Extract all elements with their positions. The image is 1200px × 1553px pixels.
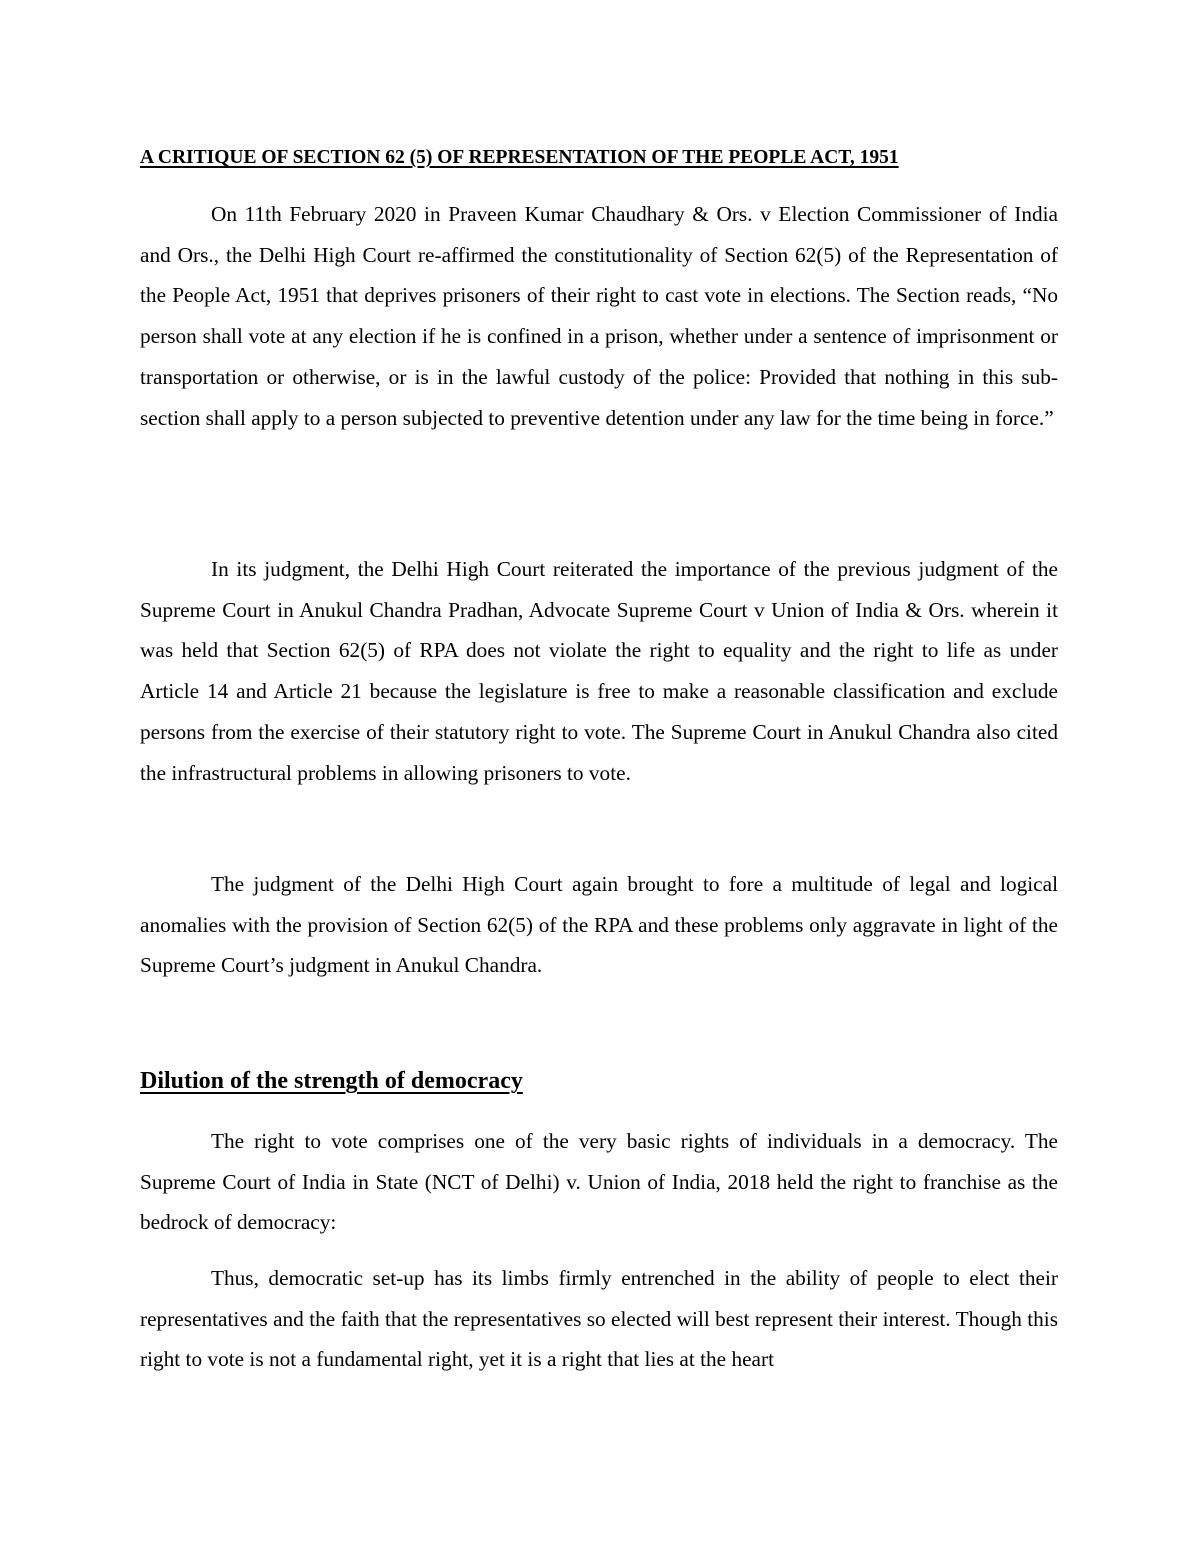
paragraph-legal-anomalies: The judgment of the Delhi High Court again brought to fore a multitude of legal and logical anomalies with the provision of Section 62(5) of the RPA and these problems only aggravate in light of the Supreme Court’s judgment in Anukul Chandra. bbox=[140, 872, 1058, 978]
paragraph-praveen-kumar-case: On 11th February 2020 in Praveen Kumar Chaudhary & Ors. v Election Commissioner of India and Ors., the Delhi High Court re-affirmed the constitutionality of Section 62(5) of the Representation of the People Act, 1951 that deprives prisoners of their right to cast vote in elections. The Section reads, “No person shall vote at any election if he is confined in a prison, whether under a sentence of imprisonment or transportation or otherwise, or is in the lawful custody of the police: Provided that nothing in this sub-section shall apply to a person subjected to preventive detention under any law for the time being in force.” bbox=[140, 202, 1058, 430]
section-heading-dilution-of-democracy: Dilution of the strength of democracy bbox=[140, 1068, 523, 1094]
paragraph-right-to-vote: The right to vote comprises one of the very basic rights of individuals in a democracy. The Supreme Court of India in State (NCT of Delhi) v. Union of India, 2018 held the right to franchise as the bedrock of democracy: bbox=[140, 1129, 1058, 1235]
paragraph-democratic-setup-quote: Thus, democratic set-up has its limbs firmly entrenched in the ability of people to elect their representatives and the faith that the representatives so elected will best represent their interest. Though this right to vote is not a fundamental right, yet it is a right that lies at the heart bbox=[140, 1266, 1058, 1372]
document-title: A CRITIQUE OF SECTION 62 (5) OF REPRESENTATION OF THE PEOPLE ACT, 1951 bbox=[140, 147, 899, 168]
paragraph-anukul-chandra-judgment: In its judgment, the Delhi High Court reiterated the importance of the previous judgment of the Supreme Court in Anukul Chandra Pradhan, Advocate Supreme Court v Union of India & Ors. wherein it was held that Section 62(5) of RPA does not violate the right to equality and the right to life as under Article 14 and Article 21 because the legislature is free to make a reasonable classification and exclude persons from the exercise of their statutory right to vote. The Supreme Court in Anukul Chandra also cited the infrastructural problems in allowing prisoners to vote. bbox=[140, 557, 1058, 785]
